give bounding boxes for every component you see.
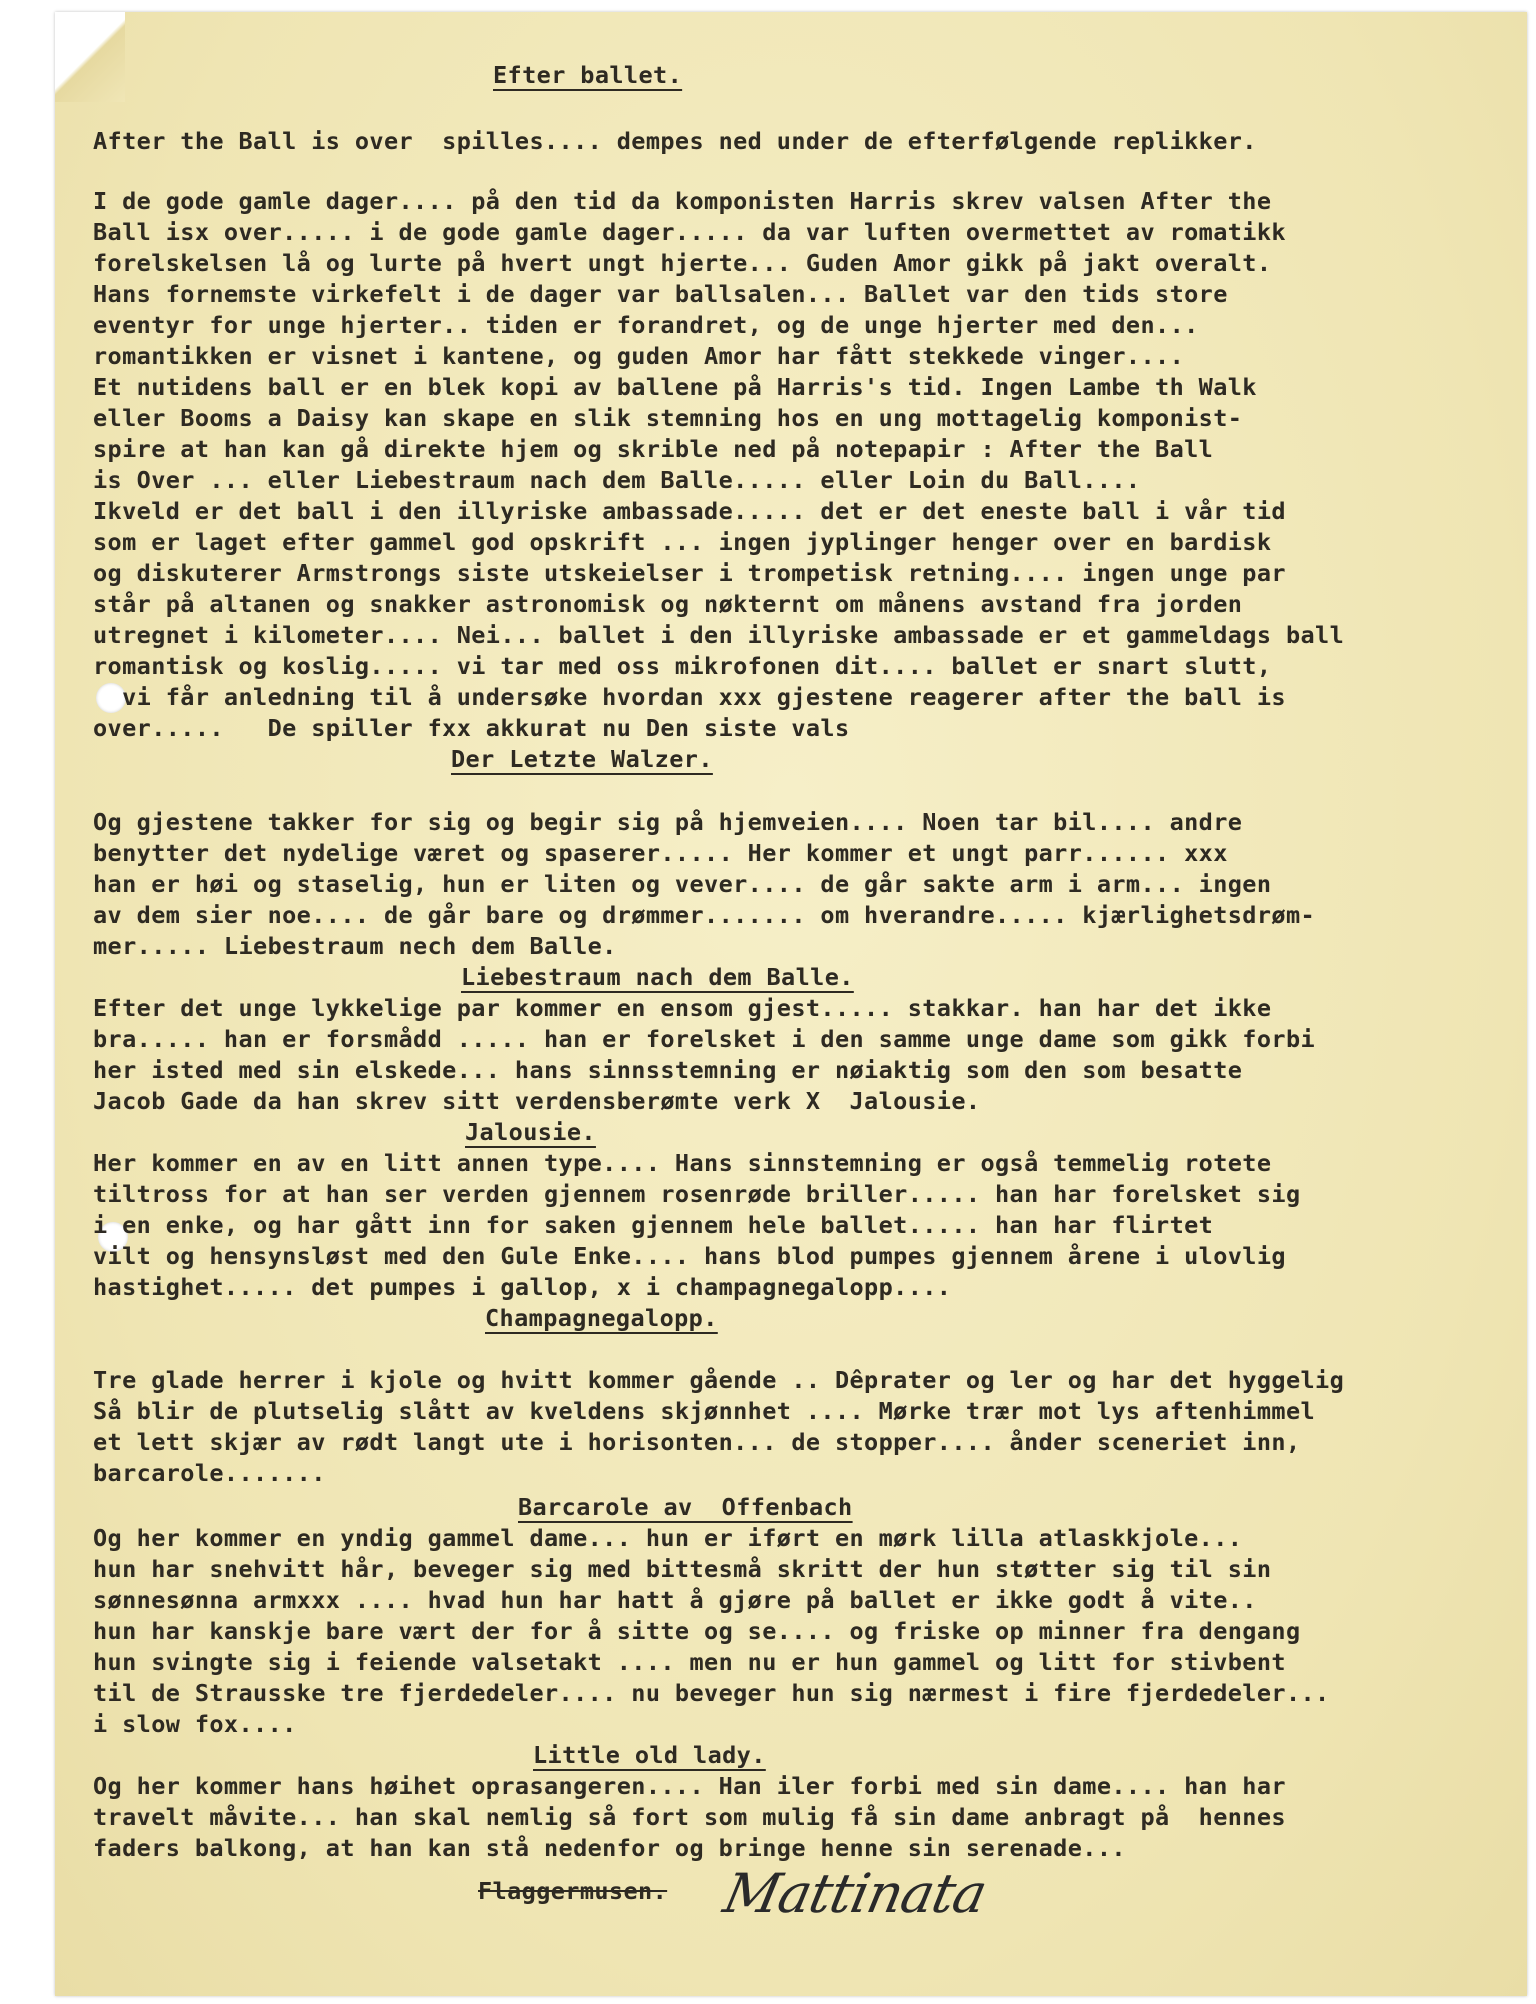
section-heading: Der Letzte Walzer. xyxy=(451,745,713,773)
section-heading: Jalousie. xyxy=(465,1118,596,1146)
text-line: i en enke, og har gått inn for saken gjennem hele ballet..... han har flirtet xyxy=(93,1211,1214,1239)
text-line: is Over ... eller Liebestraum nach dem Balle..... eller Loin du Ball.... xyxy=(93,466,1141,494)
text-line: Ikveld er det ball i den illyriske ambassade..... det er det eneste ball i vår tid xyxy=(93,497,1286,525)
text-line: han er høi og staselig, hun er liten og vever.... de går sakte arm i arm... ingen xyxy=(93,870,1272,898)
text-line: til de Strausske tre fjerdedeler.... nu beveger hun sig nærmest i fire fjerdedeler... xyxy=(93,1679,1330,1707)
text-line: av dem sier noe.... de går bare og drømmer....... om hverandre..... kjærlighetsdrøm- xyxy=(93,901,1316,929)
handwritten-title: Mattinata xyxy=(718,1862,992,1925)
text-line: som er laget efter gammel god opskrift ... ingen jyplinger henger over en bardisk xyxy=(93,528,1272,556)
text-line: eller Booms a Daisy kan skape en slik stemning hos en ung mottagelig komponist- xyxy=(93,404,1243,432)
text-line: I de gode gamle dager.... på den tid da komponisten Harris skrev valsen After the xyxy=(93,187,1272,215)
text-line: Jacob Gade da han skrev sitt verdensberømte verk X Jalousie. xyxy=(93,1087,981,1115)
text-line: Efter det unge lykkelige par kommer en ensom gjest..... stakkar. han har det ikke xyxy=(93,994,1272,1022)
text-line: faders balkong, at han kan stå nedenfor og bringe henne sin serenade... xyxy=(93,1834,1126,1862)
text-line: benytter det nydelige været og spaserer..... Her kommer et ungt parr...... xxx xyxy=(93,839,1228,867)
text-line: Og her kommer en yndig gammel dame... hun er iført en mørk lilla atlaskkjole... xyxy=(93,1524,1243,1552)
struck-heading: Flaggermusen. xyxy=(478,1877,668,1905)
text-line: mer..... Liebestraum nech dem Balle. xyxy=(93,932,617,960)
title-heading: Efter ballet. xyxy=(493,61,683,89)
text-line: Ball isx over..... i de gode gamle dager..... da var luften overmettet av romatikk xyxy=(93,218,1286,246)
text-line: tiltross for at han ser verden gjennem rosenrøde briller..... han har forelsket sig xyxy=(93,1180,1301,1208)
text-line: romantikken er visnet i kantene, og guden Amor har fått stekkede vinger.... xyxy=(93,342,1185,370)
text-line: hun har snehvitt hår, beveger sig med bittesmå skritt der hun støtter sig til sin xyxy=(93,1555,1272,1583)
folded-corner xyxy=(55,12,125,102)
text-line: vilt og hensynsløst med den Gule Enke.... hans blod pumpes gjennem årene i ulovlig xyxy=(93,1242,1286,1270)
text-line: After the Ball is over spilles.... dempes ned under de efterfølgende replikker. xyxy=(93,127,1257,155)
section-heading: Barcarole av Offenbach xyxy=(518,1493,853,1521)
section-heading: Liebestraum nach dem Balle. xyxy=(461,963,854,991)
text-line: bra..... han er forsmådd ..... han er forelsket i den samme unge dame som gikk forbi xyxy=(93,1025,1316,1053)
text-line: står på altanen og snakker astronomisk og nøkternt om månens avstand fra jorden xyxy=(93,590,1243,618)
text-line: i slow fox.... xyxy=(93,1710,297,1738)
text-line: hastighet..... det pumpes i gallop, x i champagnegalopp.... xyxy=(93,1273,952,1301)
section-heading: Champagnegalopp. xyxy=(485,1304,718,1332)
text-line: eventyr for unge hjerter.. tiden er forandret, og de unge hjerter med den... xyxy=(93,311,1199,339)
text-line: Så blir de plutselig slått av kveldens skjønnhet .... Mørke trær mot lys aftenhimmel xyxy=(93,1397,1316,1425)
text-line: vi får anledning til å undersøke hvordan xxx gjestene reagerer after the ball is xyxy=(93,683,1286,711)
text-line: Og her kommer hans høihet oprasangeren.... Han iler forbi med sin dame.... han har xyxy=(93,1772,1286,1800)
text-line: barcarole....... xyxy=(93,1459,326,1487)
text-line: et lett skjær av rødt langt ute i horisonten... de stopper.... ånder sceneriet inn, xyxy=(93,1428,1301,1456)
text-line: og diskuterer Armstrongs siste utskeielser i trompetisk retning.... ingen unge par xyxy=(93,559,1286,587)
text-line: travelt måvite... han skal nemlig så fort som mulig få sin dame anbragt på hennes xyxy=(93,1803,1286,1831)
text-line: Her kommer en av en litt annen type.... Hans sinnstemning er også temmelig rotete xyxy=(93,1149,1272,1177)
text-line: Et nutidens ball er en blek kopi av ballene på Harris's tid. Ingen Lambe th Walk xyxy=(93,373,1257,401)
text-line: Hans fornemste virkefelt i de dager var ballsalen... Ballet var den tids store xyxy=(93,280,1228,308)
text-line: Og gjestene takker for sig og begir sig på hjemveien.... Noen tar bil.... andre xyxy=(93,808,1243,836)
text-line: sønnesønna armxxx .... hvad hun har hatt å gjøre på ballet er ikke godt å vite.. xyxy=(93,1586,1257,1614)
section-heading: Little old lady. xyxy=(533,1741,766,1769)
text-line: utregnet i kilometer.... Nei... ballet i den illyriske ambassade er et gammeldags ball xyxy=(93,621,1345,649)
text-line: forelskelsen lå og lurte på hvert ungt hjerte... Guden Amor gikk på jakt overalt. xyxy=(93,249,1272,277)
text-line: spire at han kan gå direkte hjem og skrible ned på notepapir : After the Ball xyxy=(93,435,1214,463)
text-line: Tre glade herrer i kjole og hvitt kommer gående .. Dêprater og ler og har det hyggelig xyxy=(93,1366,1345,1394)
text-line: romantisk og koslig..... vi tar med oss mikrofonen dit.... ballet er snart slutt, xyxy=(93,652,1272,680)
text-line: hun har kanskje bare vært der for å sitte og se.... og friske op minner fra dengang xyxy=(93,1617,1301,1645)
text-line: her isted med sin elskede... hans sinnsstemning er nøiaktig som den som besatte xyxy=(93,1056,1243,1084)
text-line: hun svingte sig i feiende valsetakt .... men nu er hun gammel og litt for stivbent xyxy=(93,1648,1286,1676)
text-line: over..... De spiller fxx akkurat nu Den siste vals xyxy=(93,714,850,742)
